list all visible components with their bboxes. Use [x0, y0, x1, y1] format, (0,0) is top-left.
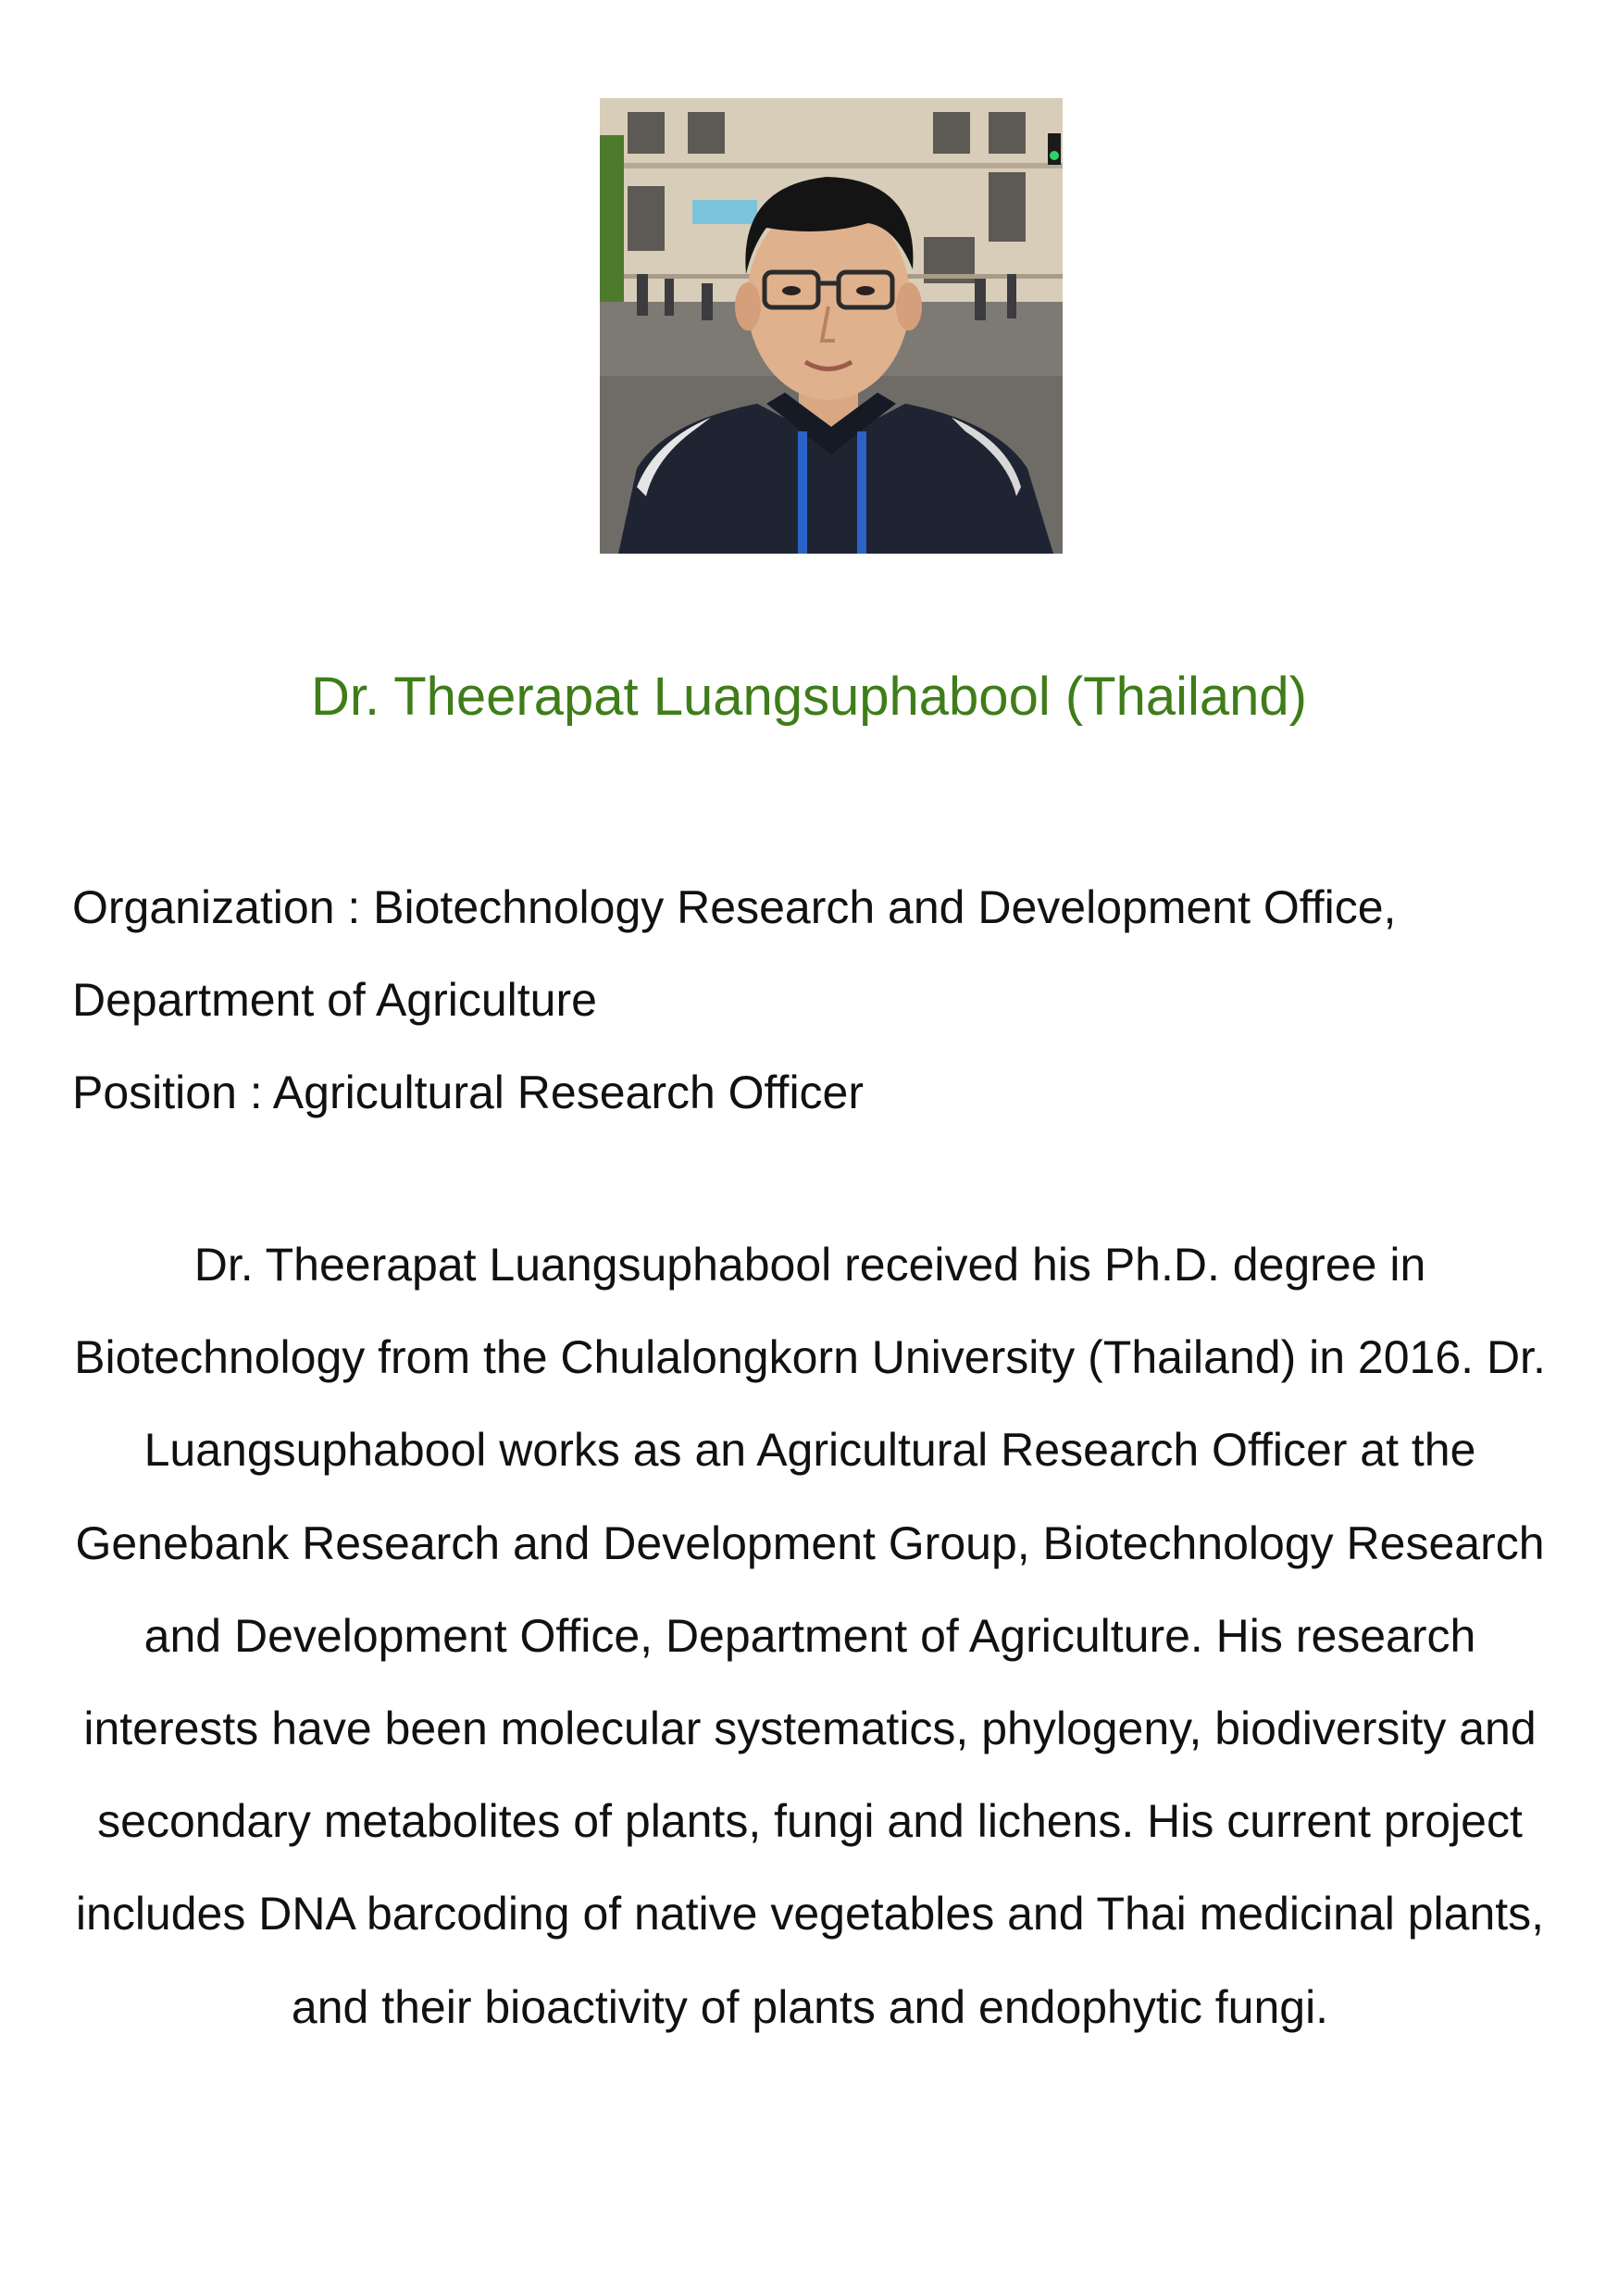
- organization-line-1: Organization : Biotechnology Research and Development Office,: [72, 881, 1397, 933]
- affiliation-block: [72, 861, 1572, 1139]
- biography-paragraph: Dr. Theerapat Luangsuphabool received his Ph.D. degree in Biotechnology from the Chulalongkorn University (Thailand) in 2016. Dr. Luangsuphabool works as an Agricultural Research Officer at the Genebank Research and Development Group, Biotechnology Research and Development Office, Department of Agriculture. His research interests have been molecular systematics, phylogeny, biodiversity and secondary metabolites of plants, fungi and lichens. His current project includes DNA barcoding of native vegetables and Thai medicinal plants, and their bioactivity of plants and endophytic fungi.: [74, 1239, 1546, 2033]
- speaker-name-heading: Dr. Theerapat Luangsuphabool (Thailand): [311, 667, 1307, 727]
- organization-line-2: Department of Agriculture: [72, 974, 597, 1026]
- position-line: Position : Agricultural Research Officer: [72, 1067, 865, 1118]
- portrait-photo: [600, 98, 1063, 554]
